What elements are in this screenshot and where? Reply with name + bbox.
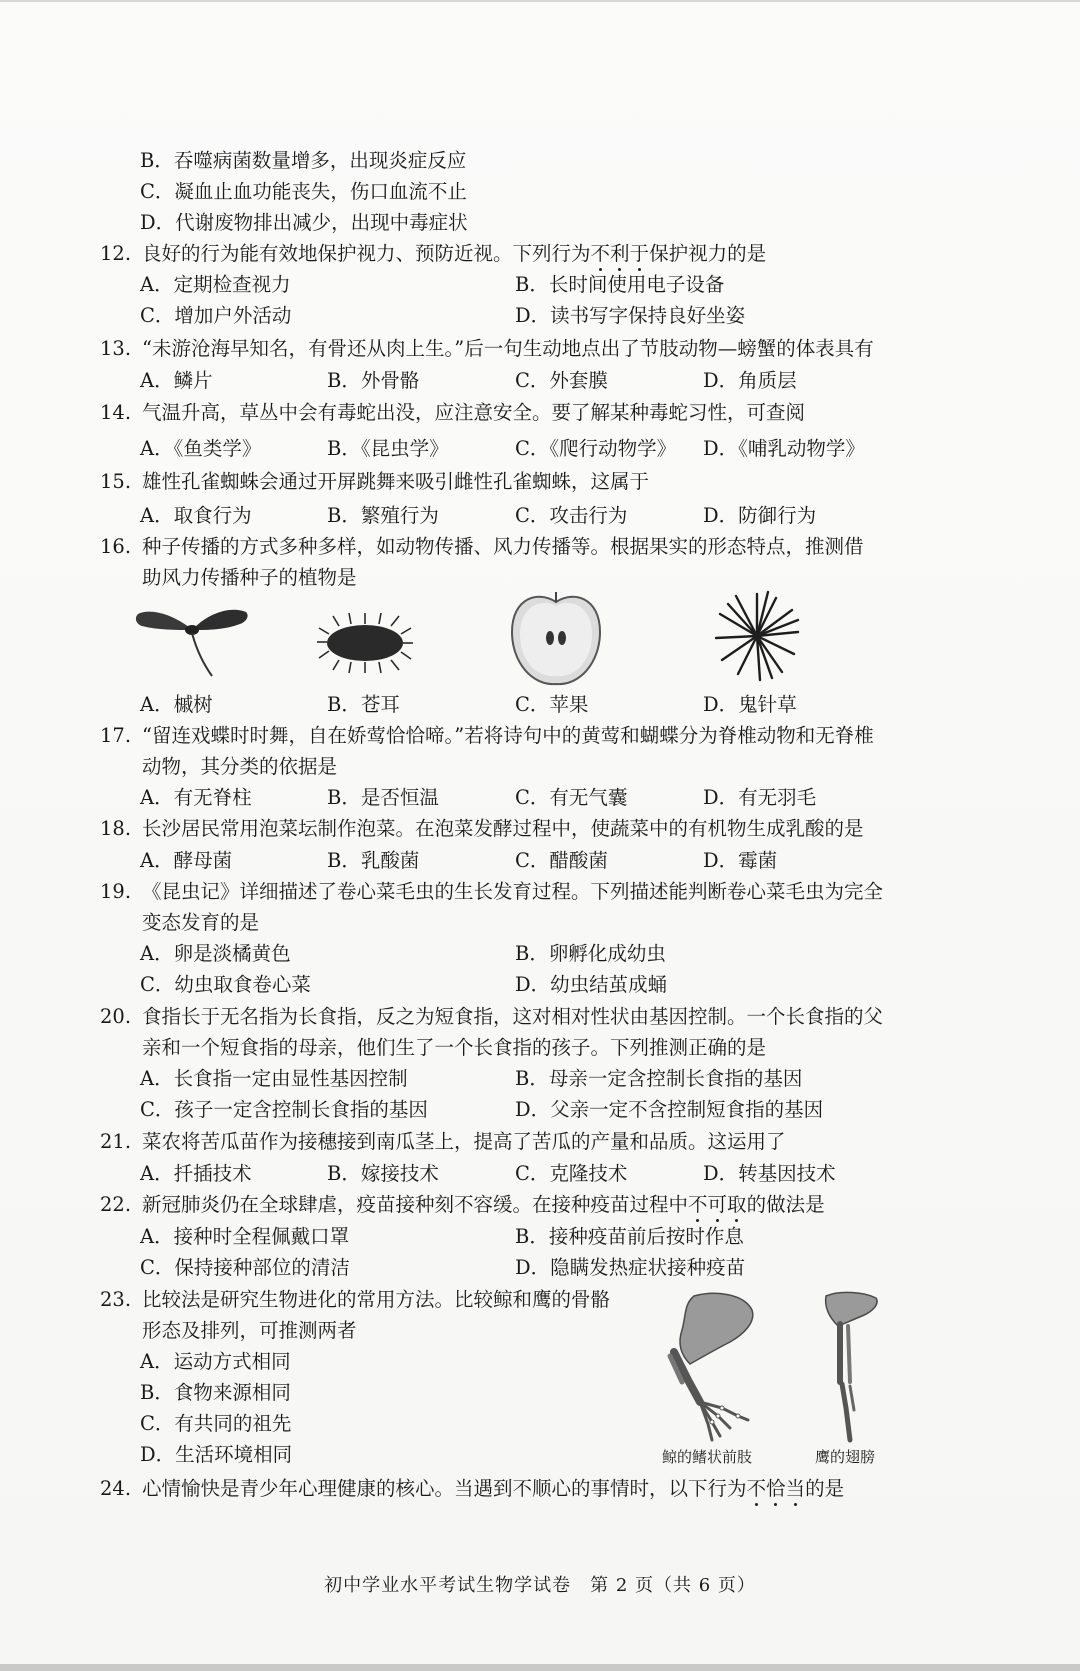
q14-option-a: A．《鱼类学》	[140, 437, 262, 460]
q16-option-c: C．苹果	[515, 693, 589, 716]
eagle-wing-caption: 鹰的翅膀	[815, 1448, 876, 1466]
emphasis-char: 不	[590, 242, 611, 265]
emphasis-char: 取	[727, 1193, 747, 1216]
q18-option-a: A．酵母菌	[140, 849, 233, 872]
apple-half-image	[508, 588, 604, 688]
q24-number: 24.	[100, 1477, 132, 1500]
q20-stem-line-1	[100, 1004, 883, 1030]
q24-stem-post: 的是	[805, 1477, 845, 1500]
q12-option-c: C．增加户外活动	[140, 304, 292, 327]
q22-option-d: D．隐瞒发热症状接种疫苗	[515, 1256, 746, 1279]
q13-option-d: D．角质层	[703, 369, 797, 392]
q14-number: 14.	[100, 401, 132, 424]
q19-option-d: D．幼虫结茧成蛹	[515, 973, 668, 996]
emphasis-char: 当	[785, 1477, 806, 1500]
q11-option-d: D．代谢废物排出减少，出现中毒症状	[140, 211, 468, 234]
q12-stem	[100, 241, 766, 267]
q17-option-c: C．有无气囊	[515, 786, 628, 809]
q12-option-d: D．读书写字保持良好坐姿	[515, 304, 746, 327]
q16-option-d: D．鬼针草	[703, 693, 797, 716]
whale-flipper-caption: 鲸的鳍状前肢	[662, 1448, 753, 1466]
q19-stem-line-2: 变态发育的是	[142, 911, 260, 934]
eagle-wing-image	[820, 1290, 890, 1450]
q22-stem-emphasis	[688, 1193, 747, 1216]
q12-number: 12.	[100, 242, 132, 265]
q21-option-d: D．转基因技术	[703, 1162, 836, 1185]
q17-option-b: B．是否恒温	[327, 786, 439, 809]
q24-stem-emphasis	[747, 1477, 806, 1500]
bottom-edge	[0, 1664, 1080, 1671]
q23-option-b: B．食物来源相同	[140, 1381, 291, 1404]
q14-option-c: C．《爬行动物学》	[515, 437, 677, 460]
q20-stem-text-1: 食指长于无名指为长食指，反之为短食指，这对相对性状由基因控制。一个长食指的父	[142, 1005, 884, 1028]
q19-stem-text-1: 《昆虫记》详细描述了卷心菜毛虫的生长发育过程。下列描述能判断卷心菜毛虫为完全	[142, 880, 884, 903]
q13-number: 13.	[100, 337, 132, 360]
q24-stem	[100, 1476, 844, 1502]
emphasis-char: 不	[688, 1193, 708, 1216]
q22-number: 22.	[100, 1193, 132, 1216]
q22-stem	[100, 1192, 825, 1218]
q22-stem-post: 的做法是	[746, 1193, 825, 1216]
q15-option-c: C．攻击行为	[515, 504, 628, 527]
q19-option-a: A．卵是淡橘黄色	[140, 942, 291, 965]
q20-option-b: B．母亲一定含控制长食指的基因	[515, 1067, 803, 1090]
q15-stem	[100, 469, 649, 495]
q21-option-c: C．克隆技术	[515, 1162, 628, 1185]
q23-option-c: C．有共同的祖先	[140, 1412, 292, 1435]
maple-samara-image	[132, 600, 252, 680]
emphasis-char: 可	[707, 1193, 728, 1216]
q18-option-d: D．霉菌	[703, 849, 778, 872]
q22-option-c: C．保持接种部位的清洁	[140, 1256, 350, 1279]
whale-flipper-image	[660, 1290, 770, 1450]
q23-stem-text-1: 比较法是研究生物进化的常用方法。比较鲸和鹰的骨骼	[142, 1288, 611, 1311]
page-footer: 初中学业水平考试生物学试卷 第 2 页（共 6 页）	[324, 1575, 756, 1596]
q13-stem	[100, 336, 874, 362]
q21-stem	[100, 1129, 786, 1155]
q15-option-d: D．防御行为	[703, 504, 817, 527]
q15-option-b: B．繁殖行为	[327, 504, 439, 527]
q23-option-d: D．生活环境相同	[140, 1443, 293, 1466]
q20-option-d: D．父亲一定不含控制短食指的基因	[515, 1098, 824, 1121]
q19-option-c: C．幼虫取食卷心菜	[140, 973, 311, 996]
q12-option-a: A．定期检查视力	[140, 273, 291, 296]
q22-option-a: A．接种时全程佩戴口罩	[140, 1225, 350, 1248]
q12-option-b: B．长时间使用电子设备	[515, 273, 725, 296]
q23-stem-line-1	[100, 1287, 610, 1313]
q21-stem-text: 菜农将苦瓜苗作为接穗接到南瓜茎上，提高了苦瓜的产量和品质。这运用了	[142, 1130, 786, 1153]
q18-number: 18.	[100, 817, 132, 840]
q22-stem-pre: 新冠肺炎仍在全球肆虐，疫苗接种刻不容缓。在接种疫苗过程中	[142, 1193, 689, 1216]
q14-stem	[100, 400, 805, 426]
q19-stem-line-1	[100, 879, 883, 905]
q21-option-b: B．嫁接技术	[327, 1162, 439, 1185]
emphasis-char: 利	[610, 242, 630, 265]
q16-option-a: A．槭树	[140, 693, 213, 716]
q23-option-a: A．运动方式相同	[140, 1350, 291, 1373]
q19-option-b: B．卵孵化成幼虫	[515, 942, 666, 965]
q18-stem	[100, 816, 864, 842]
q24-stem-pre: 心情愉快是青少年心理健康的核心。当遇到不顺心的事情时，以下行为	[142, 1477, 747, 1500]
q18-option-c: C．醋酸菌	[515, 849, 608, 872]
q14-option-d: D．《哺乳动物学》	[703, 437, 865, 460]
q20-option-c: C．孩子一定含控制长食指的基因	[140, 1098, 428, 1121]
q16-stem-line-2: 助风力传播种子的植物是	[142, 566, 357, 589]
q12-stem-post: 保护视力的是	[649, 242, 767, 265]
top-edge	[0, 0, 1080, 2]
q23-stem-line-2: 形态及排列，可推测两者	[142, 1319, 357, 1342]
q22-option-b: B．接种疫苗前后按时作息	[515, 1225, 744, 1248]
q16-stem-line-1	[100, 534, 864, 560]
q14-stem-text: 气温升高，草丛中会有毒蛇出没，应注意安全。要了解某种毒蛇习性，可查阅	[142, 401, 806, 424]
q20-stem-line-2: 亲和一个短食指的母亲，他们生了一个长食指的孩子。下列推测正确的是	[142, 1036, 767, 1059]
q16-option-b: B．苍耳	[327, 693, 400, 716]
q21-number: 21.	[100, 1130, 132, 1153]
q12-stem-pre: 良好的行为能有效地保护视力、预防近视。下列行为	[142, 242, 591, 265]
q11-option-c: C．凝血止血功能丧失，伤口血流不止	[140, 180, 467, 203]
q17-option-a: A．有无脊柱	[140, 786, 252, 809]
q11-option-b: B．吞噬病菌数量增多，出现炎症反应	[140, 149, 467, 172]
q13-option-b: B．外骨骼	[327, 369, 420, 392]
q12-stem-emphasis	[591, 242, 650, 265]
beggarticks-image	[712, 590, 802, 682]
q23-number: 23.	[100, 1288, 132, 1311]
q17-number: 17.	[100, 724, 132, 747]
q15-number: 15.	[100, 470, 132, 493]
q16-stem-text-1: 种子传播的方式多种多样，如动物传播、风力传播等。根据果实的形态特点，推测借	[142, 535, 864, 558]
q16-number: 16.	[100, 535, 132, 558]
cocklebur-image	[315, 612, 415, 674]
emphasis-char: 恰	[766, 1477, 786, 1500]
q18-stem-text: 长沙居民常用泡菜坛制作泡菜。在泡菜发酵过程中，使蔬菜中的有机物生成乳酸的是	[142, 817, 864, 840]
q13-option-c: C．外套膜	[515, 369, 608, 392]
q19-number: 19.	[100, 880, 132, 903]
q20-number: 20.	[100, 1005, 132, 1028]
q14-option-b: B．《昆虫学》	[327, 437, 449, 460]
q17-option-d: D．有无羽毛	[703, 786, 817, 809]
emphasis-char: 不	[746, 1477, 767, 1500]
q21-option-a: A．扦插技术	[140, 1162, 252, 1185]
q20-option-a: A．长食指一定由显性基因控制	[140, 1067, 408, 1090]
q17-stem-text-1: “留连戏蝶时时舞，自在娇莺恰恰啼。”若将诗句中的黄莺和蝴蝶分为脊椎动物和无脊椎	[142, 724, 874, 747]
q15-option-a: A．取食行为	[140, 504, 252, 527]
q13-option-a: A．鳞片	[140, 369, 213, 392]
q13-stem-text: “未游沧海早知名，有骨还从肉上生。”后一句生动地点出了节肢动物—螃蟹的体表具有	[142, 337, 874, 360]
q15-stem-text: 雄性孔雀蜘蛛会通过开屏跳舞来吸引雌性孔雀蜘蛛，这属于	[142, 470, 650, 493]
q18-option-b: B．乳酸菌	[327, 849, 420, 872]
emphasis-char: 于	[629, 242, 650, 265]
q17-stem-line-1	[100, 723, 874, 749]
q17-stem-line-2: 动物，其分类的依据是	[142, 755, 338, 778]
